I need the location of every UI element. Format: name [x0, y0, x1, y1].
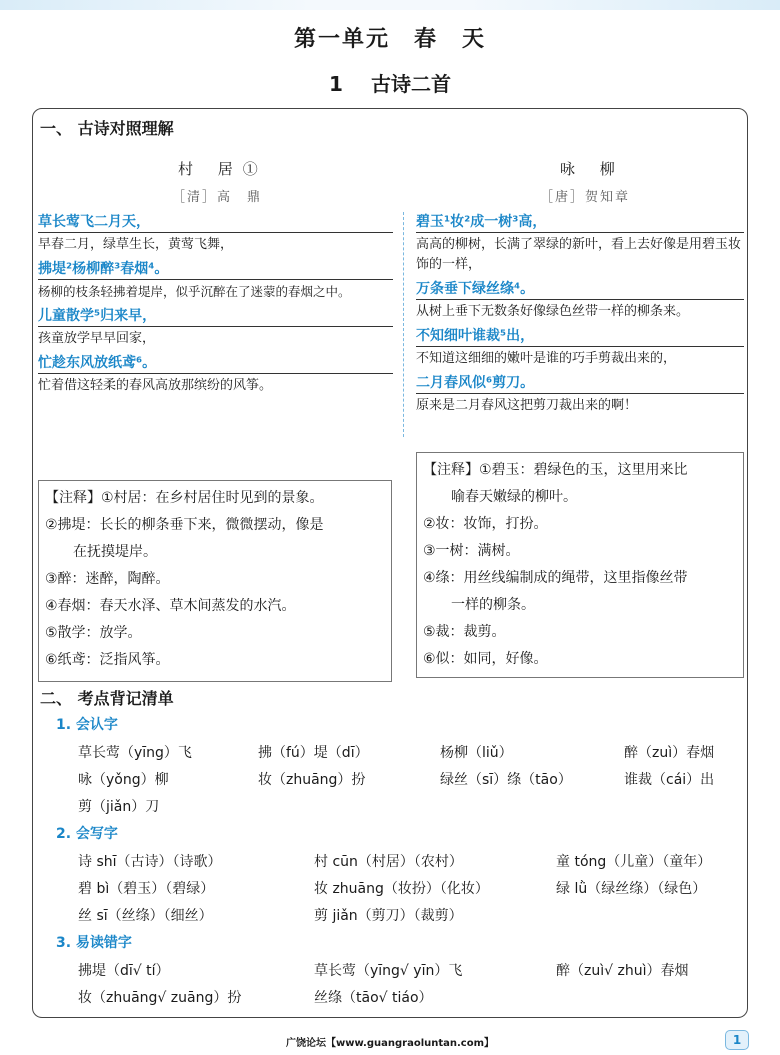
top-decoration-band: [0, 0, 780, 10]
lesson-title: [0, 68, 780, 97]
poem1-line-2: 拂堤²杨柳醉³春烟⁴。: [38, 261, 169, 277]
vocab-item: 绿丝（sī）绦（tāo）: [440, 772, 572, 788]
poem1-note: ②拂堤：长长的柳条垂下来，微微摆动，像是: [45, 517, 324, 533]
misread-item: 丝绦（tāo√ tiáo）: [314, 990, 433, 1006]
misread-item: 草长莺（yīng√ yīn）飞: [314, 963, 463, 979]
poem2-note: ⑥似：如同，好像。: [423, 651, 548, 667]
poem2-line-1: 碧玉¹妆²成一树³高，: [416, 214, 547, 230]
poem2-line-3: 不知细叶谁裁⁵出，: [416, 328, 535, 344]
poem2-note: ⑤裁：裁剪。: [423, 624, 506, 640]
poem1-line-3: 儿童散学⁵归来早，: [38, 308, 157, 324]
sub-heading-write: 2. 会写字: [56, 826, 118, 842]
section1-heading: 一、 古诗对照理解: [40, 119, 174, 138]
poem-column-divider: [403, 212, 404, 437]
poem2-note: ④绦：用丝线编制成的绳带，这里指像丝带: [423, 570, 688, 586]
poem1-author: ［清］高 鼎: [172, 190, 263, 205]
poem1-note: ③醉：迷醉，陶醉。: [45, 571, 170, 587]
sub-heading-recognize: 1. 会认字: [56, 717, 118, 733]
lesson-title-text: 古诗二首: [370, 72, 451, 96]
poem1-translation-4: 忙着借这轻柔的春风高放那缤纷的风筝。: [38, 373, 393, 396]
poem1-translation-2: 杨柳的枝条轻拂着堤岸，似乎沉醉在了迷蒙的春烟之中。: [38, 279, 393, 302]
poem2-line-4: 二月春风似⁶剪刀。: [416, 375, 535, 391]
poem1-notes-box: [38, 480, 392, 682]
vocab-item: 咏（yǒng）柳: [78, 772, 169, 788]
unit-title: 第一单元 春 天: [293, 27, 486, 52]
lesson-number: 1: [329, 72, 343, 96]
write-item: 剪 jiǎn（剪刀）（裁剪）: [314, 908, 463, 924]
section2-heading: 二、 考点背记清单: [40, 689, 174, 708]
poem1-note: ⑥纸鸢：泛指风筝。: [45, 652, 170, 668]
vocab-item: 谁裁（cái）出: [624, 772, 715, 788]
poem1-note: 在抚摸堤岸。: [73, 544, 157, 560]
poem1-line-1: 草长莺飞二月天，: [38, 214, 150, 230]
poem1-note: ④春烟：春天水泽、草木间蒸发的水汽。: [45, 598, 296, 614]
misread-item: 妆（zhuāng√ zuāng）扮: [78, 990, 242, 1006]
vocab-item: 杨柳（liǔ）: [440, 745, 513, 761]
misread-item: 醉（zuì√ zhuì）春烟: [556, 963, 689, 979]
poem1-line-4: 忙趁东风放纸鸢⁶。: [38, 355, 157, 371]
poem2-translation-1: 高高的柳树，长满了翠绿的新叶，看上去好像是用碧玉妆饰的一样，: [416, 232, 744, 275]
page-number: 1: [725, 1030, 749, 1050]
write-item: 妆 zhuāng（妆扮）（化妆）: [314, 881, 489, 897]
poem2-notes-box: [416, 452, 744, 678]
poem2-note: ③一树：满树。: [423, 543, 520, 559]
poem1-translation-1: 早春二月，绿草生长，黄莺飞舞，: [38, 232, 393, 255]
poem2-body: [416, 212, 744, 420]
write-item: 碧 bì（碧玉）（碧绿）: [78, 881, 215, 897]
poem2-translation-4: 原来是二月春风这把剪刀裁出来的啊！: [416, 393, 744, 416]
poem2-note: 一样的柳条。: [451, 597, 535, 613]
poem1-note: ⑤散学：放学。: [45, 625, 142, 641]
poem1-title: 村 居①: [178, 160, 268, 178]
write-item: 绿 lǜ（绿丝绦）（绿色）: [556, 881, 707, 897]
vocab-item: 拂（fú）堤（dī）: [258, 745, 369, 761]
vocab-item: 剪（jiǎn）刀: [78, 799, 160, 815]
poem2-note: 【注释】①碧玉：碧绿色的玉，这里用来比: [423, 462, 688, 478]
misread-item: 拂堤（dī√ tí）: [78, 963, 170, 979]
vocab-item: 草长莺（yīng）飞: [78, 745, 192, 761]
poem2-line-2: 万条垂下绿丝绦⁴。: [416, 281, 535, 297]
sub-heading-misread: 3. 易读错字: [56, 935, 132, 951]
vocab-item: 妆（zhuāng）扮: [258, 772, 366, 788]
poem1-note: 【注释】①村居：在乡村居住时见到的景象。: [45, 490, 324, 506]
poem2-title: 咏 柳: [560, 160, 625, 178]
poem2-translation-2: 从树上垂下无数条好像绿色丝带一样的柳条来。: [416, 299, 744, 322]
poem2-author: ［唐］贺知章: [540, 190, 631, 205]
poem1-translation-3: 孩童放学早早回家，: [38, 326, 393, 349]
poem1-body: [38, 212, 393, 400]
write-item: 丝 sī（丝绦）（细丝）: [78, 908, 213, 924]
poem2-note: ②妆：妆饰，打扮。: [423, 516, 548, 532]
vocab-item: 醉（zuì）春烟: [624, 745, 715, 761]
write-item: 诗 shī（古诗）（诗歌）: [78, 854, 222, 870]
poem2-translation-3: 不知道这细细的嫩叶是谁的巧手剪裁出来的，: [416, 346, 744, 369]
footer-site: 广饶论坛【www.guangraoluntan.com】: [285, 1038, 495, 1049]
poem2-note: 喻春天嫩绿的柳叶。: [451, 489, 577, 505]
write-item: 村 cūn（村居）（农村）: [314, 854, 463, 870]
write-item: 童 tóng（儿童）（童年）: [556, 854, 712, 870]
